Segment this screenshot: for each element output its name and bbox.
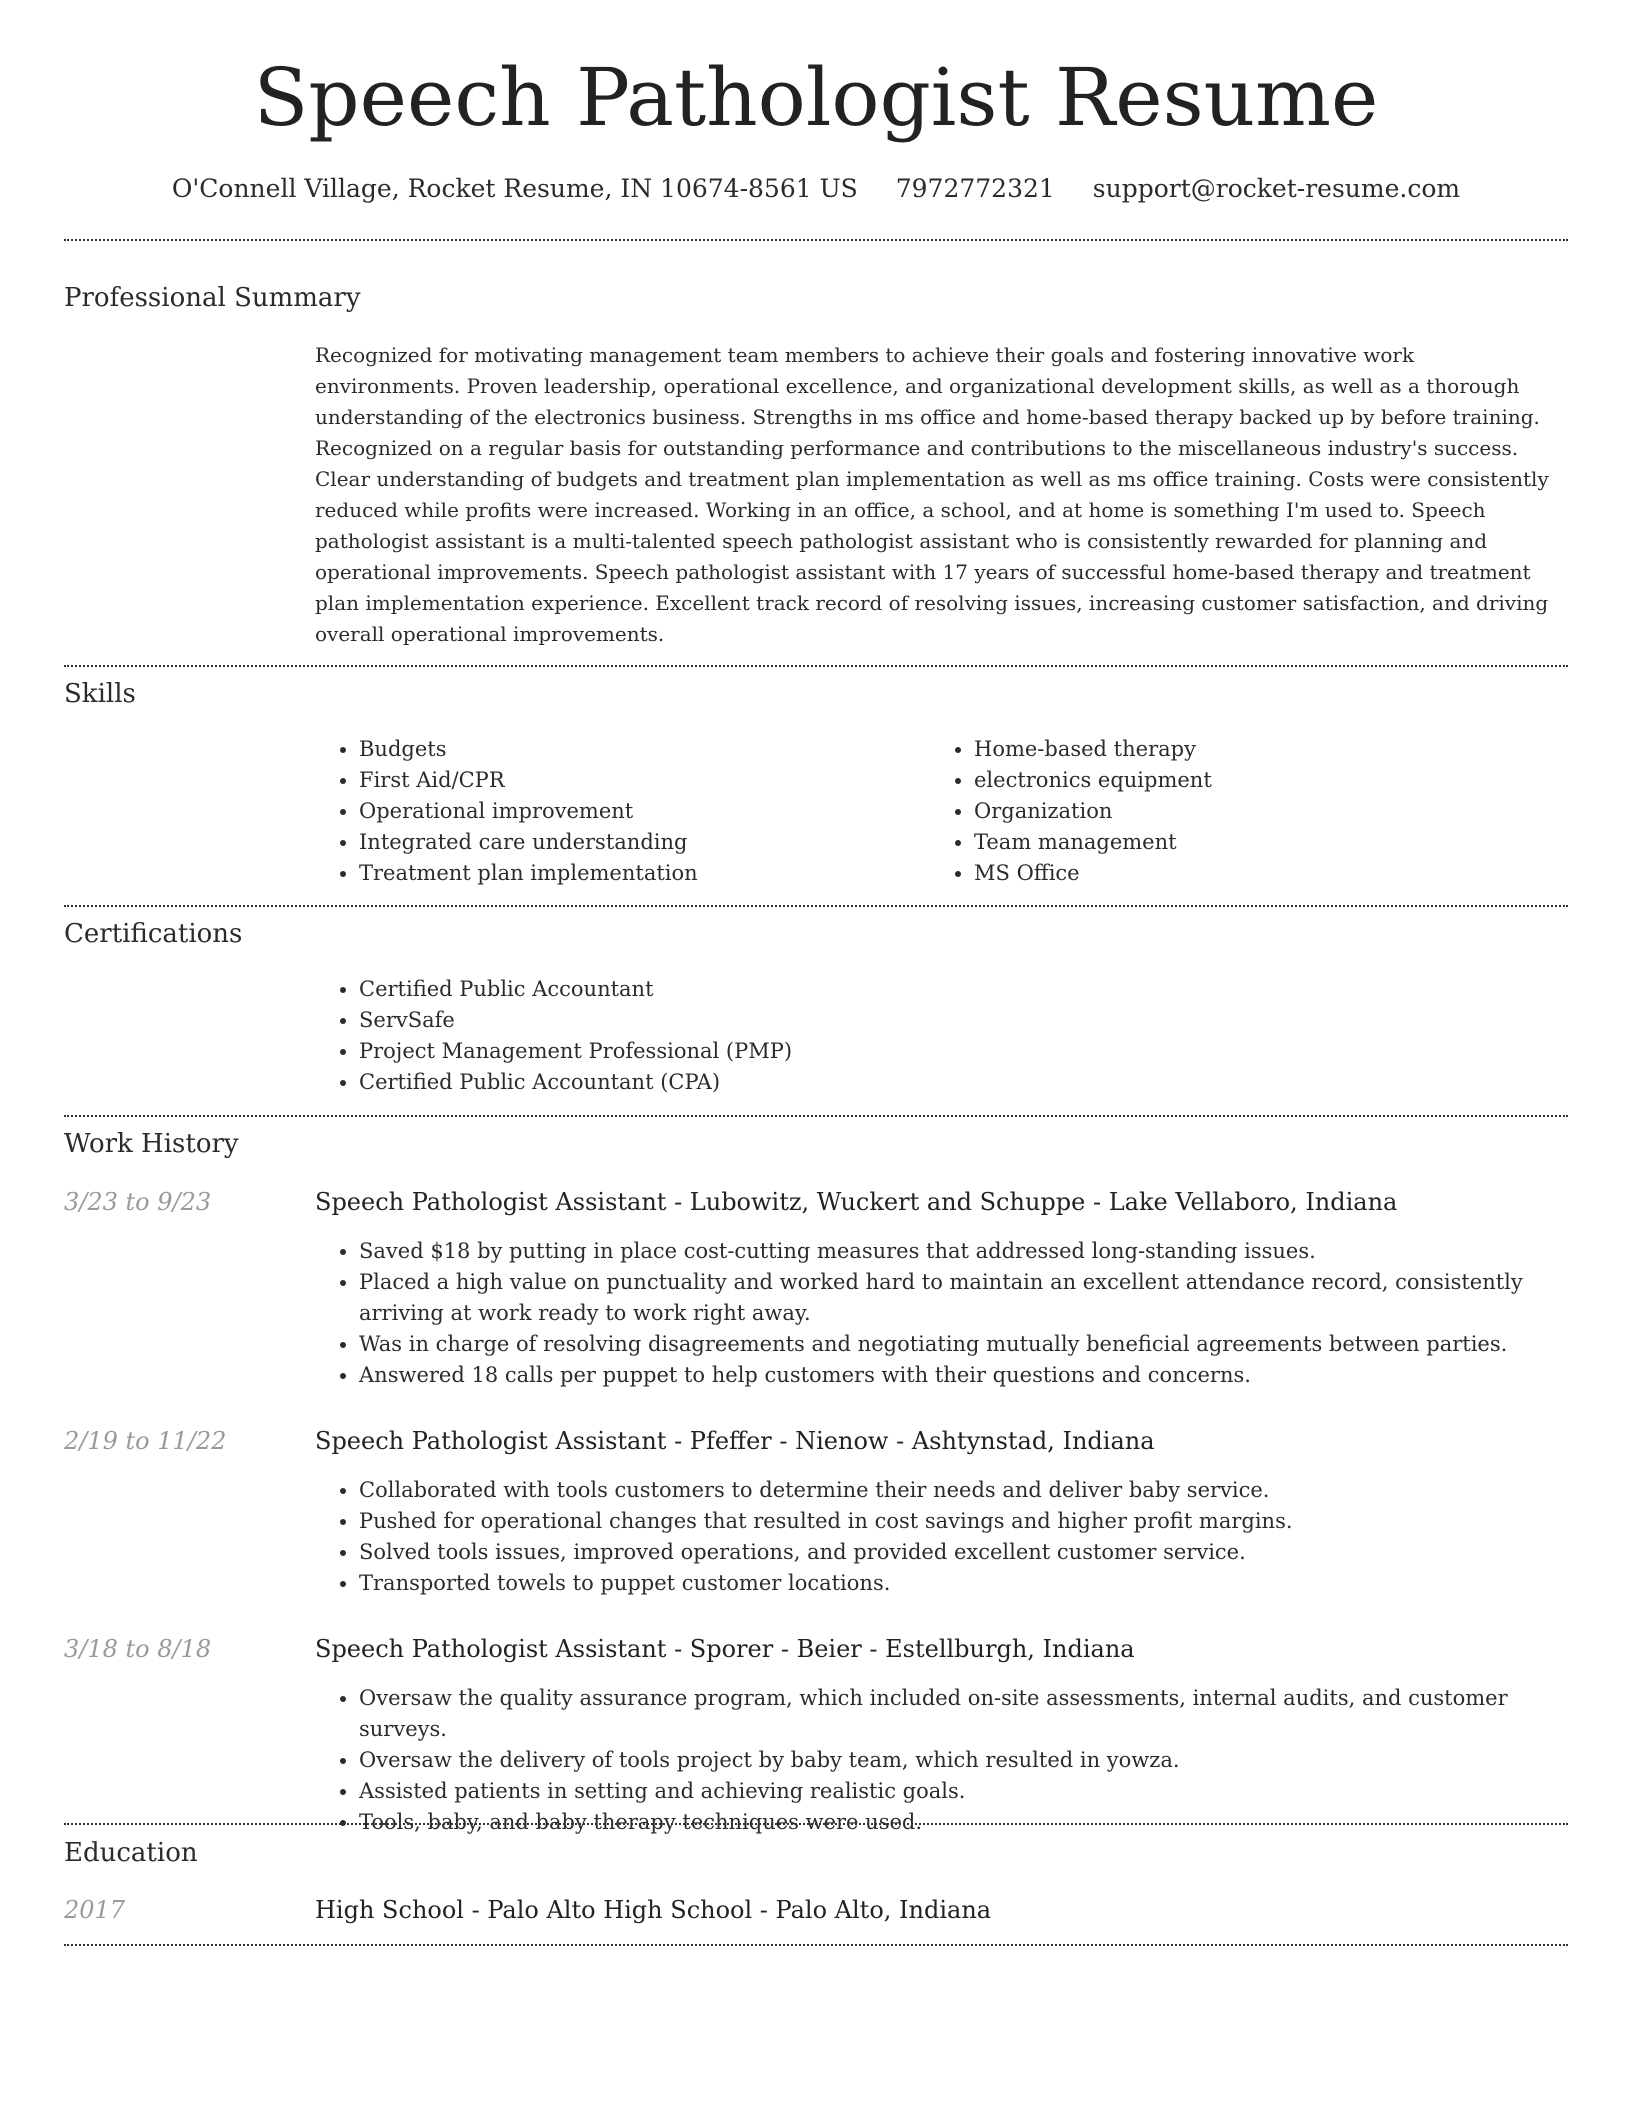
divider — [64, 239, 1568, 241]
certification-item: • ServSafe — [359, 1005, 792, 1036]
job-bullet: • Transported towels to puppet customer locations. — [359, 1568, 1599, 1599]
divider — [64, 905, 1568, 907]
certification-item: • Certified Public Accountant (CPA) — [359, 1067, 792, 1098]
summary-text: Recognized for motivating management team members to achieve their goals and fostering innovative work environments. Proven leadership, operational excellence, and organizational development skills, as well as a thorough understanding of the electronics business. Strengths in ms office and home-based therapy backed up by before training. Recognized on a regular basis for outstanding performance and contributions to the miscellaneous industry's success. Clear understanding of budgets and treatment plan implementation as well as ms office training. Costs were consistently reduced while profits were increased. Working in an office, a school, and at home is something I'm used to. Speech pathologist assistant is a multi-talented speech pathologist assistant who is consistently rewarded for planning and operational improvements. Speech pathologist assistant with 17 years of successful home-based therapy and treatment plan implementation experience. Excellent track record of resolving issues, increasing customer satisfaction, and driving overall operational improvements. — [315, 343, 1549, 646]
section-heading-work-history: Work History — [64, 1129, 239, 1159]
skills-list-right — [930, 734, 1212, 889]
job-bullet: • Assisted patients in setting and achieving realistic goals. — [359, 1776, 1599, 1807]
divider — [64, 665, 1568, 667]
job-date: 2/19 to 11/22 — [64, 1427, 227, 1455]
job-bullet: • Pushed for operational changes that resulted in cost savings and higher profit margins. — [359, 1506, 1599, 1537]
job-title: Speech Pathologist Assistant - Lubowitz, Wuckert and Schuppe - Lake Vellaboro, Indiana — [315, 1188, 1398, 1216]
certification-item: • Certified Public Accountant — [359, 974, 792, 1005]
divider — [64, 1115, 1568, 1117]
section-heading-skills: Skills — [64, 679, 136, 709]
skills-list-left — [315, 734, 698, 889]
section-heading-summary: Professional Summary — [64, 283, 361, 313]
resume-title: Speech Pathologist Resume — [253, 51, 1379, 144]
skill-item: • First Aid/CPR — [359, 765, 698, 796]
job-bullet: • Collaborated with tools customers to determine their needs and deliver baby service. — [359, 1475, 1599, 1506]
skill-item: • Treatment plan implementation — [359, 858, 698, 889]
job-bullet: • Answered 18 calls per puppet to help customers with their questions and concerns. — [359, 1360, 1599, 1391]
job-bullet: • Oversaw the delivery of tools project by baby team, which resulted in yowza. — [359, 1745, 1599, 1776]
skill-item: • electronics equipment — [974, 765, 1212, 796]
job-date: 3/18 to 8/18 — [64, 1635, 212, 1663]
skill-item: • Budgets — [359, 734, 698, 765]
job-bullet: • Oversaw the quality assurance program, which included on-site assessments, internal audits, and customer surveys. — [359, 1683, 1599, 1745]
divider — [64, 1823, 1568, 1825]
job-bullets — [315, 1475, 1599, 1599]
job-bullet: • Tools, baby, and baby therapy techniques were used. — [359, 1807, 1599, 1838]
skill-item: • MS Office — [974, 858, 1212, 889]
skill-item: • Integrated care understanding — [359, 827, 698, 858]
skill-item: • Operational improvement — [359, 796, 698, 827]
job-bullets — [315, 1236, 1599, 1391]
job-date: 3/23 to 9/23 — [64, 1188, 212, 1216]
skill-item: • Team management — [974, 827, 1212, 858]
contact-email: support@rocket-resume.com — [1092, 174, 1461, 203]
skill-item: • Organization — [974, 796, 1212, 827]
education-entry: High School - Palo Alto High School - Palo Alto, Indiana — [315, 1896, 992, 1924]
job-bullet: • Was in charge of resolving disagreements and negotiating mutually beneficial agreements between parties. — [359, 1329, 1599, 1360]
section-heading-certifications: Certifications — [64, 919, 243, 949]
section-heading-education: Education — [64, 1838, 198, 1868]
job-bullet: • Solved tools issues, improved operations, and provided excellent customer service. — [359, 1537, 1599, 1568]
education-date: 2017 — [64, 1896, 126, 1924]
skill-item: • Home-based therapy — [974, 734, 1212, 765]
job-title: Speech Pathologist Assistant - Sporer - Beier - Estellburgh, Indiana — [315, 1635, 1135, 1663]
job-bullets — [315, 1683, 1599, 1838]
certifications-list — [315, 974, 792, 1098]
job-title: Speech Pathologist Assistant - Pfeffer - Nienow - Ashtynstad, Indiana — [315, 1427, 1155, 1455]
job-bullet: • Placed a high value on punctuality and worked hard to maintain an excellent attendance record, consistently arriving at work ready to work right away. — [359, 1267, 1599, 1329]
contact-phone: 7972772321 — [895, 174, 1055, 203]
contact-address: O'Connell Village, Rocket Resume, IN 10674-8561 US — [171, 174, 858, 203]
contact-line — [0, 173, 1632, 205]
certification-item: • Project Management Professional (PMP) — [359, 1036, 792, 1067]
divider — [64, 1944, 1568, 1946]
job-bullet: • Saved $18 by putting in place cost-cutting measures that addressed long-standing issues. — [359, 1236, 1599, 1267]
